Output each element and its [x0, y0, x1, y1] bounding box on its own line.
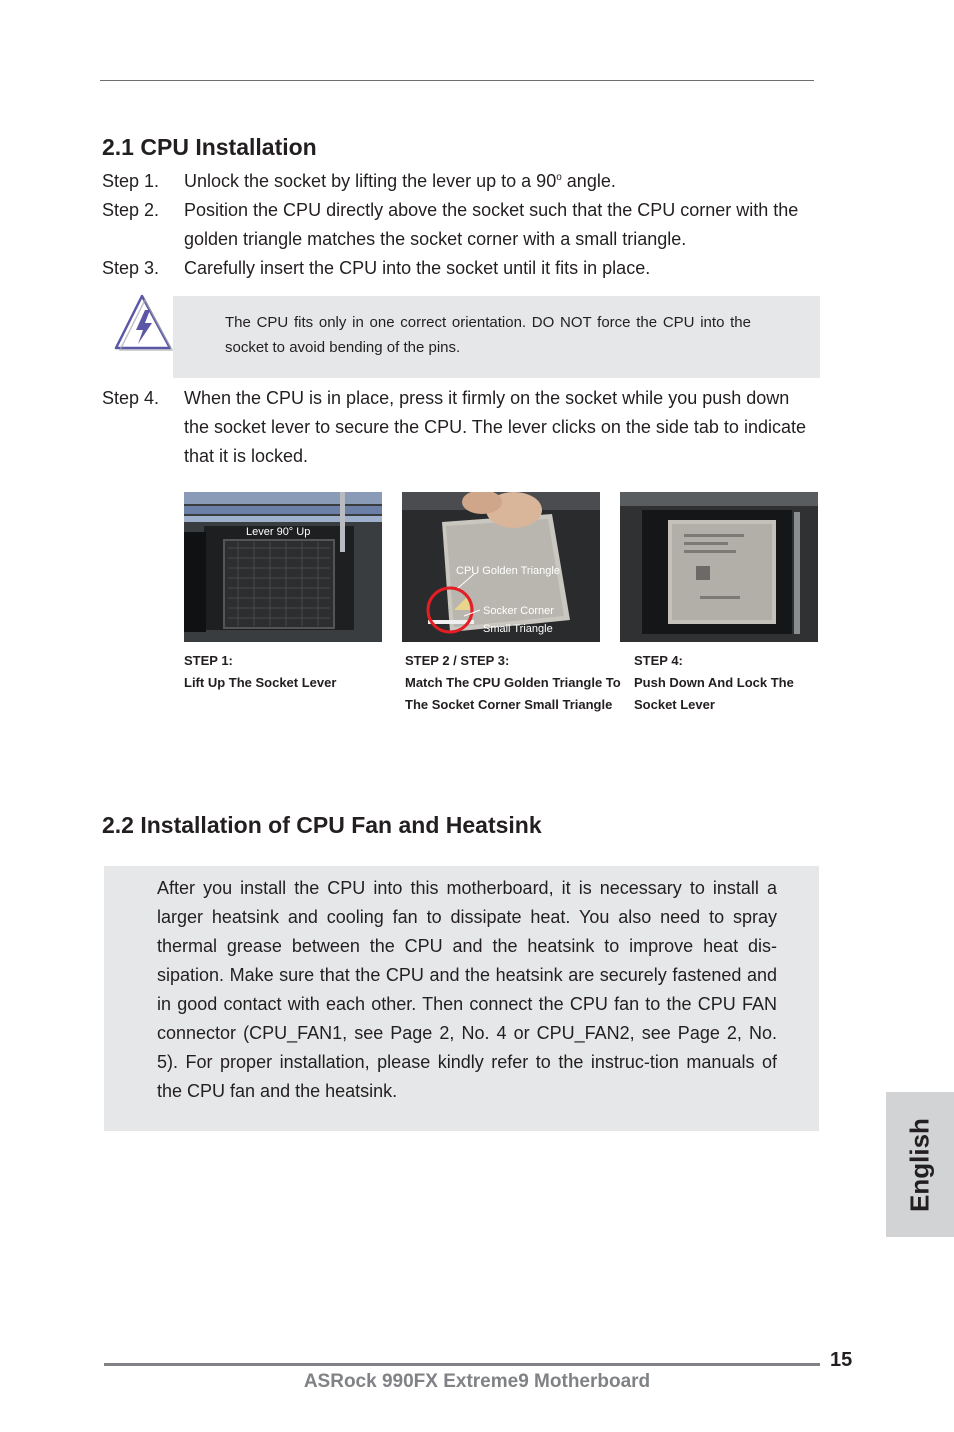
step-2 [102, 196, 814, 254]
language-label: English [904, 1117, 935, 1212]
caution-note-text: The CPU fits only in one correct orientation. DO NOT force the CPU into the socket to avoid bending of the pins. [225, 314, 751, 356]
cpu-locked-illustration [620, 492, 818, 642]
photo-step1-socket-lever-up [184, 492, 382, 642]
step-number: Step 4. [102, 388, 160, 408]
socket-lever-illustration [184, 492, 382, 642]
step-text: When the CPU is in place, press it firmly on the socket while you push down the socket lever to secure the CPU. The lever clicks on the side tab to indicate that it is locked. [184, 388, 806, 466]
step-number: Step 1. [102, 171, 160, 191]
caption-step1 [184, 650, 384, 694]
overlay-small-triangle: Small Triangle [483, 623, 553, 635]
bottom-rule [104, 1363, 820, 1366]
photo-step4-lever-locked [620, 492, 818, 642]
footer-product-name: ASRock 990FX Extreme9 Motherboard [303, 1371, 651, 1392]
overlay-cpu-golden-triangle: CPU Golden Triangle [456, 565, 560, 577]
step-text: Position the CPU directly above the socket such that the CPU corner with the golden triangle matches the socket corner with a small triangle. [184, 200, 799, 249]
degree-sup: o [556, 172, 562, 183]
overlay-lever-up: Lever 90° Up [246, 526, 311, 538]
language-side-tab [886, 1092, 954, 1237]
caution-note-box [173, 296, 820, 378]
caption-text: Push Down And Lock The Socket Lever [634, 675, 794, 712]
caption-title: STEP 4: [634, 653, 683, 668]
caption-text: Lift Up The Socket Lever [184, 675, 337, 690]
step-4 [102, 384, 814, 471]
caption-step2-3 [405, 650, 627, 716]
heatsink-info-box [104, 866, 819, 1131]
caption-step4 [634, 650, 804, 716]
caption-title: STEP 1: [184, 653, 233, 668]
step-1 [102, 167, 814, 196]
section-heading-cpu-fan-heatsink: 2.2 Installation of CPU Fan and Heatsink [102, 812, 542, 838]
step-3 [102, 254, 814, 283]
step-number: Step 2. [102, 200, 160, 220]
top-rule [100, 80, 814, 81]
heatsink-info-text: After you install the CPU into this motherboard, it is necessary to install a larger heatsink and cooling fan to dissipate heat. You also need to spray thermal grease between the CPU and the heatsink to improve heat dis-sipation. Make sure that the CPU and the heatsink are securely fastened and in good contact with each other. Then connect the CPU fan to the CPU FAN connector (CPU_FAN1, see Page 2, No. 4 or CPU_FAN2, see Page 2, No. 5). For proper installation, please kindly refer to the instruc-tion manuals of the CPU fan and the heatsink. [157, 878, 777, 1101]
step-text: Unlock the socket by lifting the lever up to a 90$^o$ angle. [184, 171, 616, 191]
step-text: Carefully insert the CPU into the socket until it fits in place. [184, 258, 651, 278]
section-heading-cpu-installation: 2.1 CPU Installation [102, 134, 317, 160]
warning-triangle-lightning-icon [112, 292, 174, 352]
page-number: 15 [830, 1349, 853, 1371]
overlay-socket-corner: Socker Corner [483, 605, 554, 617]
photo-step2-cpu-alignment [402, 492, 600, 642]
caption-title: STEP 2 / STEP 3: [405, 653, 510, 668]
caption-text: Match The CPU Golden Triangle To The Socket Corner Small Triangle [405, 675, 621, 712]
step-number: Step 3. [102, 258, 160, 278]
